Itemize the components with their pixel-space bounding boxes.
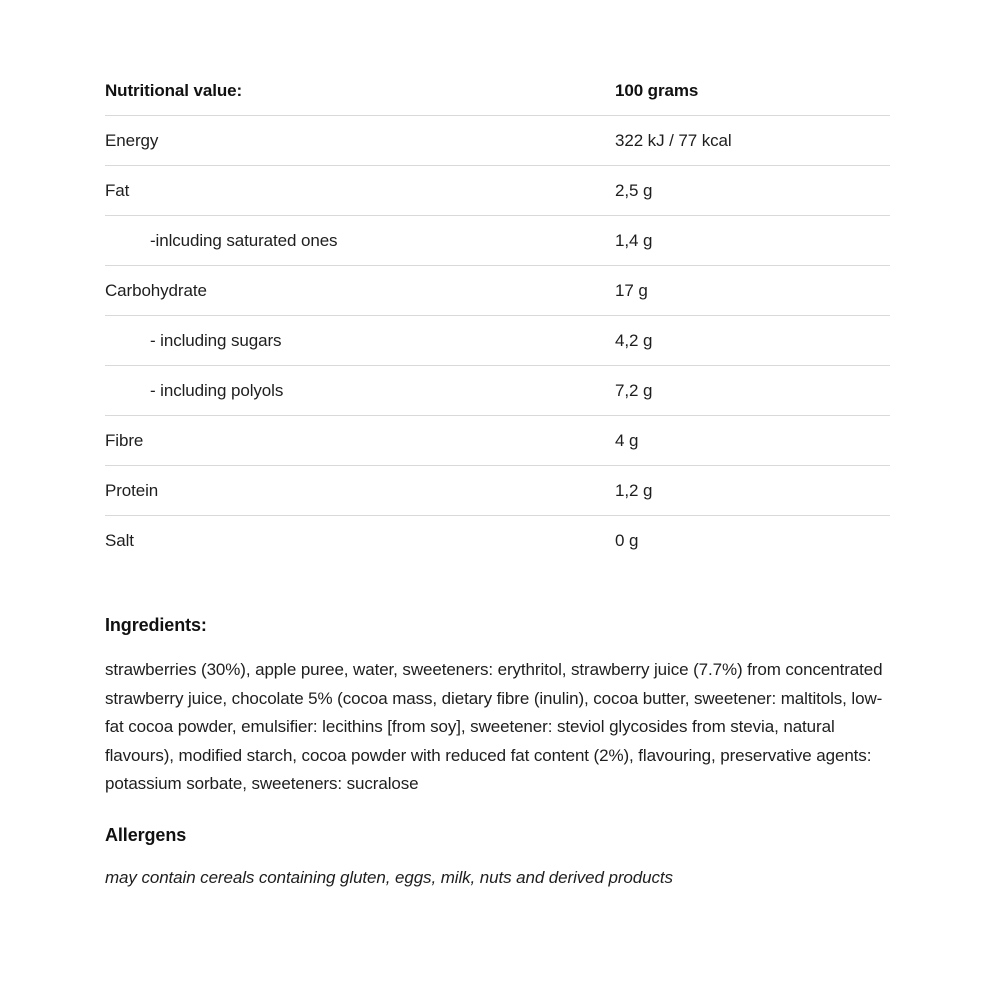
nutrition-rows [105, 116, 890, 566]
nutrient-value: 1,4 g [615, 230, 653, 250]
nutrition-row [105, 266, 890, 316]
nutrition-row [105, 516, 890, 566]
nutrient-value: 4,2 g [615, 330, 653, 350]
nutrient-value: 322 kJ / 77 kcal [615, 130, 732, 150]
nutrition-row [105, 116, 890, 166]
nutrient-label: Carbohydrate [105, 280, 207, 300]
nutrient-label: Energy [105, 130, 159, 150]
nutrient-value: 7,2 g [615, 380, 653, 400]
allergens-text: may contain cereals containing gluten, eggs, milk, nuts and derived products [105, 867, 673, 887]
nutrient-value: 4 g [615, 430, 639, 450]
nutrient-value: 0 g [615, 531, 639, 550]
nutrient-label: - including polyols [150, 380, 284, 400]
nutrition-row [105, 216, 890, 266]
nutrition-row [105, 166, 890, 216]
nutrition-row [105, 366, 890, 416]
nutrient-value: 17 g [615, 280, 648, 300]
nutrition-table-header [105, 66, 890, 116]
nutrition-row [105, 416, 890, 466]
table-header-value: 100 grams [615, 80, 699, 100]
nutrient-label: - including sugars [150, 330, 282, 350]
ingredients-text: strawberries (30%), apple puree, water, sweeteners: erythritol, strawberry juice (7.7%) from concentrated strawberry juice, chocolate 5% (cocoa mass, dietary fibre (inulin), cocoa butter, sweetener: maltitols, low-fat cocoa powder, emulsifier: lecithins [from soy], sweetener: steviol glycosides from stevia, natural flavours), modified starch, cocoa powder with reduced fat content (2%), flavouring, preservative agents: potassium sorbate, sweeteners: sucralose [105, 660, 883, 793]
nutrient-value: 1,2 g [615, 480, 653, 500]
nutrient-label: Salt [105, 531, 134, 550]
ingredients-heading: Ingredients: [105, 615, 207, 635]
nutrient-label: Fibre [105, 430, 144, 450]
nutrition-table [105, 66, 890, 566]
table-header-label: Nutritional value: [105, 80, 243, 100]
nutrition-row [105, 316, 890, 366]
allergens-heading: Allergens [105, 824, 187, 845]
nutrient-label: -inlcuding saturated ones [150, 230, 338, 250]
nutrient-label: Fat [105, 180, 130, 200]
nutrition-row [105, 466, 890, 516]
nutrient-value: 2,5 g [615, 180, 653, 200]
nutrient-label: Protein [105, 480, 159, 500]
